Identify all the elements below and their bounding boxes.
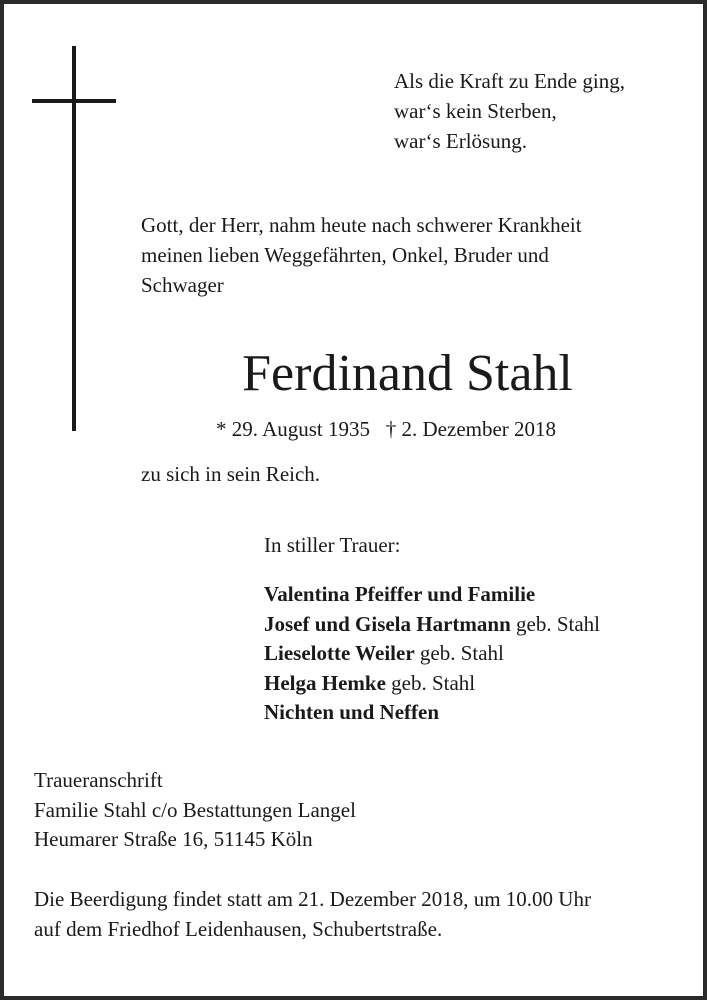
life-dates — [216, 414, 556, 444]
mourner-item — [264, 669, 600, 699]
address-line: Familie Stahl c/o Bestattungen Langel — [34, 797, 356, 822]
mourner-name: Nichten und Neffen — [264, 700, 440, 724]
mourner-note: geb. Stahl — [510, 611, 601, 636]
mourner-item — [264, 580, 600, 610]
verse-line: war‘s Erlösung. — [394, 129, 527, 153]
death-date: † 2. Dezember 2018 — [385, 417, 557, 441]
verse — [394, 66, 625, 156]
mourning-address — [34, 766, 356, 855]
funeral-notice — [34, 884, 591, 944]
cross-icon-bar — [32, 99, 116, 103]
mourner-name: Josef und Gisela Hartmann — [264, 611, 511, 636]
verse-line: war‘s kein Sterben, — [394, 99, 557, 123]
deceased-name: Ferdinand Stahl — [242, 345, 573, 402]
funeral-line: auf dem Friedhof Leidenhausen, Schubertstraße. — [34, 917, 443, 941]
address-line: Heumarer Straße 16, 51145 Köln — [34, 827, 313, 851]
birth-date: * 29. August 1935 — [216, 417, 371, 441]
mourner-item — [264, 610, 600, 640]
closing-text: zu sich in sein Reich. — [141, 462, 321, 486]
mourning-heading: In stiller Trauer: — [264, 533, 401, 557]
mourner-item — [264, 698, 600, 728]
intro-text — [141, 210, 582, 300]
intro-line: Gott, der Herr, nahm heute nach schwerer Krankheit — [141, 213, 582, 237]
mourner-name: Lieselotte Weiler — [264, 641, 415, 665]
mourner-note: geb. Stahl — [385, 670, 476, 695]
intro-line: meinen lieben Weggefährten, Onkel, Bruder und — [141, 243, 549, 267]
verse-line: Als die Kraft zu Ende ging, — [394, 69, 625, 93]
mourner-name: Helga Hemke — [264, 670, 386, 695]
intro-line: Schwager — [141, 273, 224, 297]
address-line: Traueranschrift — [34, 768, 163, 792]
mourner-item — [264, 639, 600, 669]
mourner-note: geb. Stahl — [414, 641, 504, 665]
funeral-line: Die Beerdigung findet statt am 21. Dezember 2018, um 10.00 Uhr — [34, 887, 591, 911]
mourner-name: Valentina Pfeiffer und Familie — [264, 582, 536, 606]
mourners-list — [264, 580, 600, 728]
